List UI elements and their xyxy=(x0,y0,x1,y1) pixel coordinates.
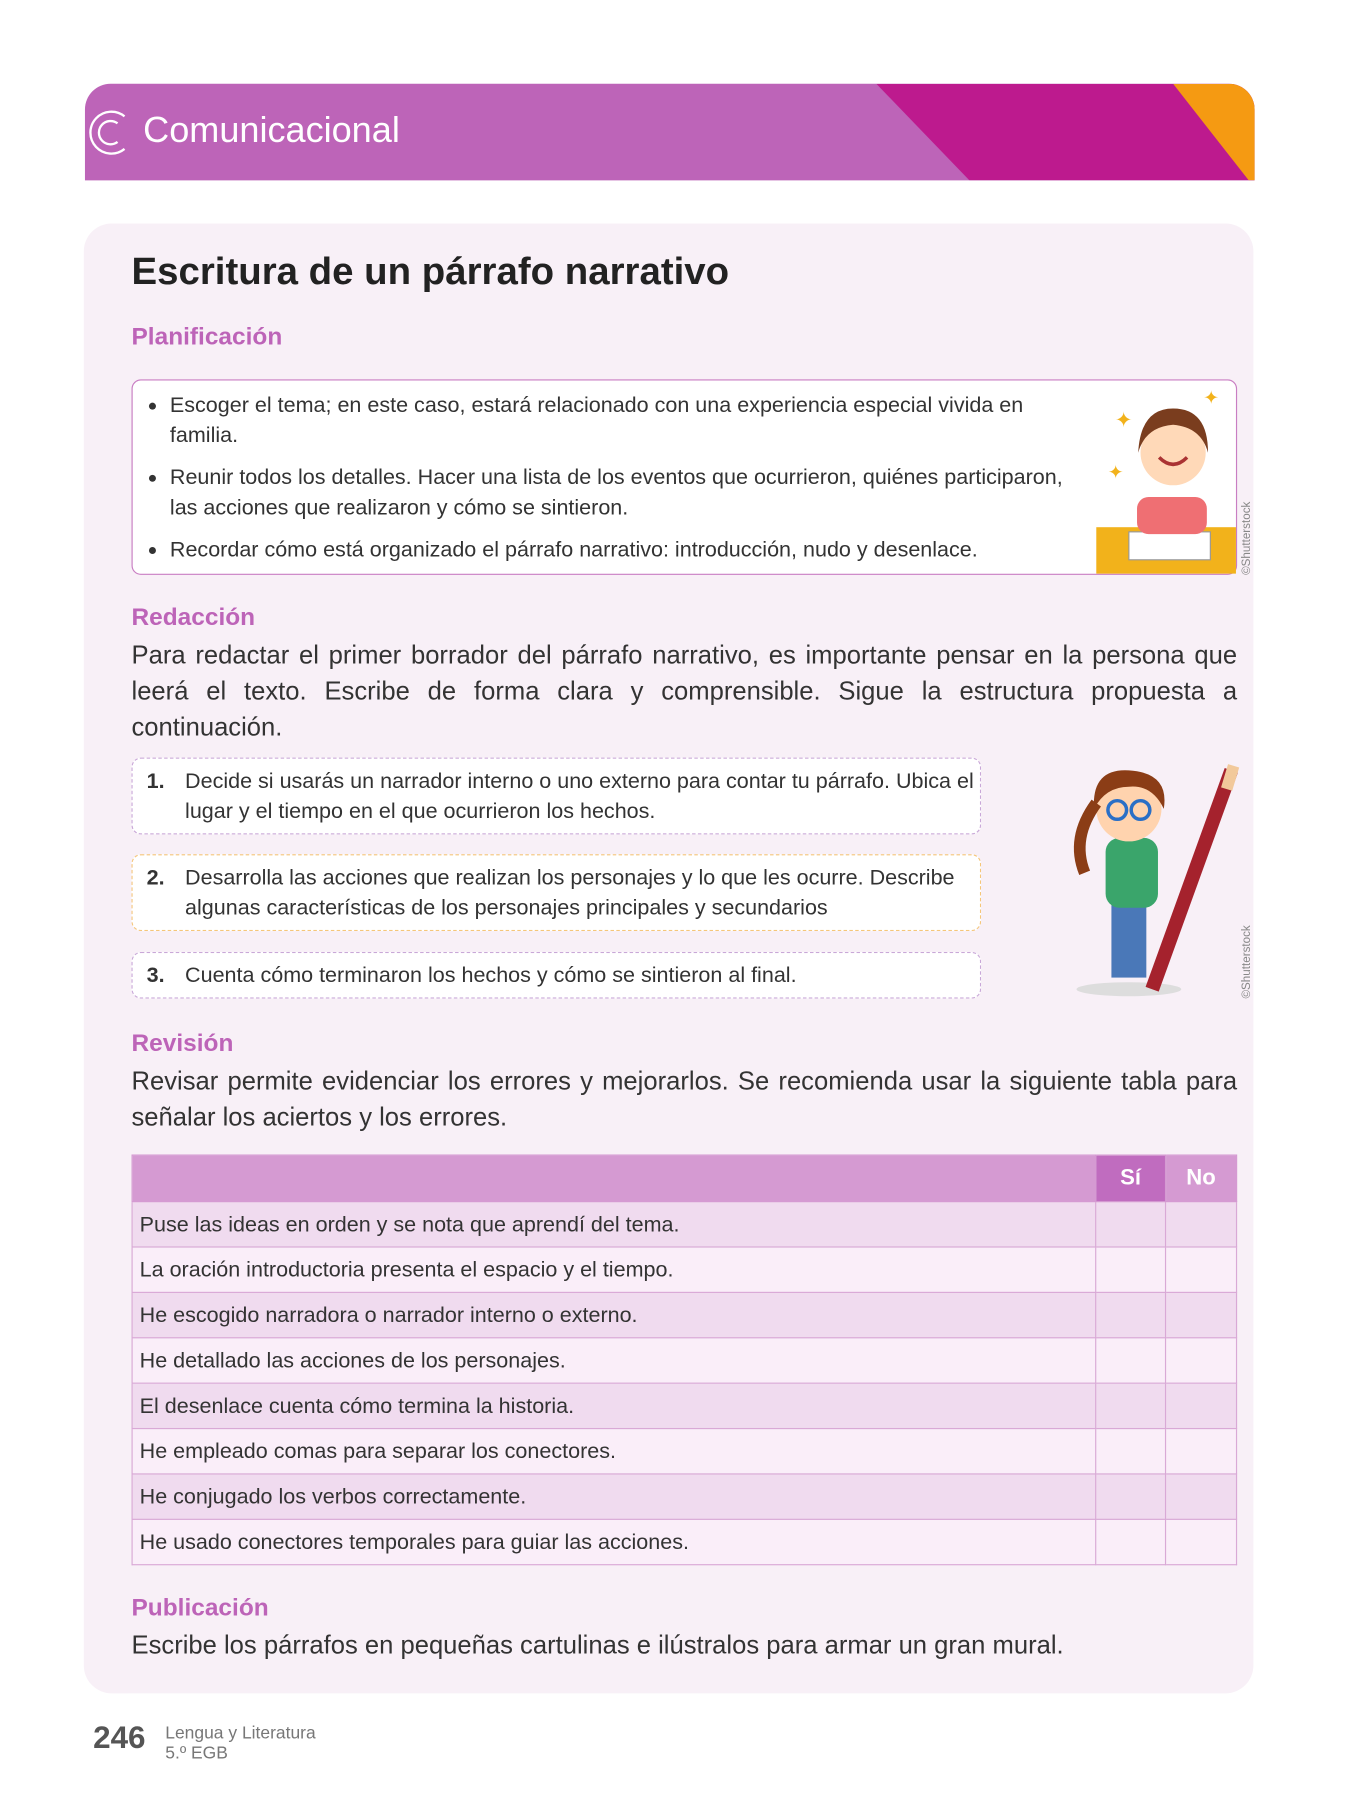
photo-credit: ©Shutterstock xyxy=(1240,501,1254,575)
criterion: He detallado las acciones de los personajes. xyxy=(132,1338,1096,1383)
dua-badge xyxy=(896,21,1082,75)
no-cell[interactable] xyxy=(1166,1202,1237,1247)
si-cell[interactable] xyxy=(1096,1429,1166,1474)
plan-item: • Recordar cómo está organizado el párrafo narrativo: introducción, nudo y desenlace. xyxy=(170,534,1066,564)
header-no: No xyxy=(1166,1155,1237,1202)
planificacion-box xyxy=(132,379,1238,575)
step-number: 2. xyxy=(146,864,165,890)
girl-with-pencil-illustration xyxy=(1059,756,1245,1000)
no-cell[interactable] xyxy=(1166,1338,1237,1383)
step-number: 1. xyxy=(146,768,165,793)
photo-credit: ©Shutterstock xyxy=(1240,925,1254,999)
si-cell[interactable] xyxy=(1096,1247,1166,1292)
publicacion-text: Escribe los párrafos en pequeñas cartulinas e ilústralos para armar un gran mural. xyxy=(131,1630,1064,1660)
no-cell[interactable] xyxy=(1166,1474,1237,1519)
svg-text:✦: ✦ xyxy=(1114,408,1133,433)
plan-item: • Escoger el tema; en este caso, estará relacionado con una experiencia especial vivida en familia. xyxy=(170,390,1066,451)
header-si: Sí xyxy=(1096,1155,1166,1202)
svg-text:✦: ✦ xyxy=(1203,387,1219,409)
table-row xyxy=(132,1292,1236,1337)
dua-title: DUA xyxy=(961,19,1017,49)
table-row xyxy=(132,1202,1236,1247)
criterion: He empleado comas para separar los conectores. xyxy=(132,1429,1096,1474)
step-3 xyxy=(132,952,982,999)
si-cell[interactable] xyxy=(1096,1383,1166,1428)
header-criterion xyxy=(132,1155,1096,1202)
svg-text:✦: ✦ xyxy=(1107,462,1124,484)
no-cell[interactable] xyxy=(1166,1292,1237,1337)
criterion: Puse las ideas en orden y se nota que aprendí del tema. xyxy=(132,1202,1096,1247)
section-header xyxy=(85,84,1255,181)
criterion: He conjugado los verbos correctamente. xyxy=(132,1474,1096,1519)
criterion: La oración introductoria presenta el espacio y el tiempo. xyxy=(132,1247,1096,1292)
no-cell[interactable] xyxy=(1166,1429,1237,1474)
plan-item: • Reunir todos los detalles. Hacer una lista de los eventos que ocurrieron, quiénes participaron, las acciones que realizaron y cómo se sintieron. xyxy=(170,462,1066,523)
heading-publicacion: Publicación xyxy=(131,1594,269,1622)
table-row xyxy=(132,1247,1236,1292)
grade: 5.º EGB xyxy=(165,1743,228,1764)
footer-info xyxy=(165,1724,315,1764)
table-row xyxy=(132,1383,1236,1428)
step-text: Decide si usarás un narrador interno o uno externo para contar tu párrafo. Ubica el lugar y el tiempo en el que ocurrieron los hechos. xyxy=(185,768,974,823)
criterion: He escogido narradora o narrador interno o externo. xyxy=(132,1292,1096,1337)
step-text: Cuenta cómo terminaron los hechos y cómo se sintieron al final. xyxy=(185,962,797,987)
revision-text: Revisar permite evidenciar los errores y mejorarlos. Se recomienda usar la siguiente tabla para señalar los aciertos y los errores. xyxy=(131,1066,1238,1132)
table-row xyxy=(132,1338,1236,1383)
no-cell[interactable] xyxy=(1166,1247,1237,1292)
heading-redaccion: Redacción xyxy=(131,604,256,631)
subject: Lengua y Literatura xyxy=(165,1723,316,1744)
si-cell[interactable] xyxy=(1096,1292,1166,1337)
criterion: He usado conectores temporales para guiar las acciones. xyxy=(132,1519,1096,1564)
redaccion-text: Para redactar el primer borrador del párrafo narrativo, es importante pensar en la persona que leerá el texto. Escribe de forma clara y comprensible. Sigue la estructura propuesta a continuación. xyxy=(131,640,1238,742)
child-writing-illustration xyxy=(1073,381,1236,574)
dua-subtitle: Participación xyxy=(923,50,1055,74)
table-row xyxy=(132,1519,1236,1564)
section-title: Comunicacional xyxy=(143,109,400,151)
page-title: Escritura de un párrafo narrativo xyxy=(131,249,730,293)
page-number: 246 xyxy=(93,1720,146,1755)
table-row xyxy=(132,1429,1236,1474)
no-cell[interactable] xyxy=(1166,1519,1237,1564)
table-row xyxy=(132,1474,1236,1519)
criterion: El desenlace cuenta cómo termina la historia. xyxy=(132,1383,1096,1428)
step-text: Desarrolla las acciones que realizan los personajes y lo que les ocurre. Describe algunas características de los personajes principales y secundarios xyxy=(185,864,955,920)
si-cell[interactable] xyxy=(1096,1338,1166,1383)
no-cell[interactable] xyxy=(1166,1383,1237,1428)
heading-planificacion: Planificación xyxy=(131,323,283,351)
step-1 xyxy=(132,758,982,835)
heading-revision: Revisión xyxy=(131,1029,234,1057)
revision-table xyxy=(132,1154,1238,1565)
si-cell[interactable] xyxy=(1096,1519,1166,1564)
si-cell[interactable] xyxy=(1096,1202,1166,1247)
si-cell[interactable] xyxy=(1096,1474,1166,1519)
comunicacional-c-icon xyxy=(85,107,132,158)
step-number: 3. xyxy=(146,962,165,987)
step-2 xyxy=(132,854,982,931)
